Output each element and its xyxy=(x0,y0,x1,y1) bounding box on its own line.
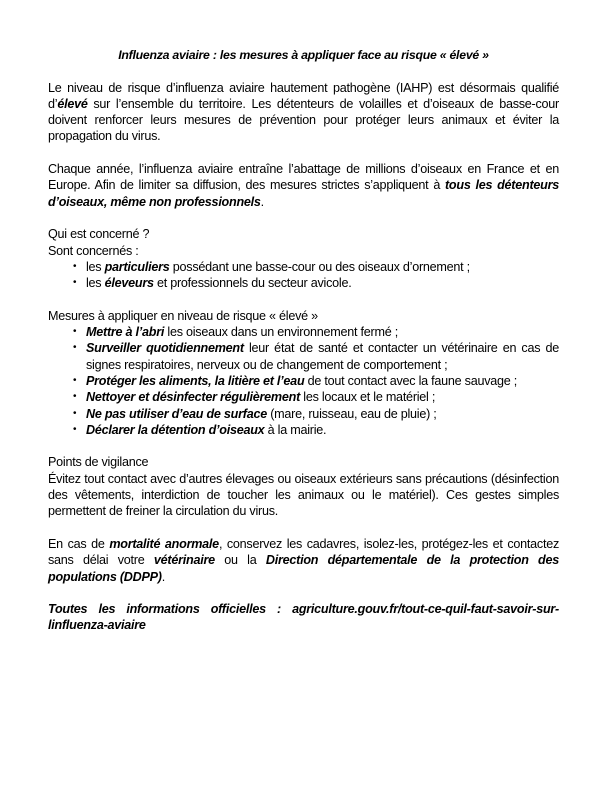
item-emphasis: particuliers xyxy=(104,259,170,274)
mortality-text-2: , conservez les cadavres, isolez-les, protégez-les et contactez sans délai votre xyxy=(48,536,559,568)
context-text-2: . xyxy=(260,194,264,209)
mortality-text-4: . xyxy=(161,569,165,584)
list-item xyxy=(86,373,559,389)
context-text-1: Chaque année, l’influenza aviaire entraîne l’abattage de millions d’oiseaux en France et en Europe. Afin de limiter sa diffusion, des mesures strictes s’appliquent à xyxy=(48,162,559,193)
concerned-list xyxy=(48,259,559,292)
vigilance-paragraph: Évitez tout contact avec d’autres élevages ou oiseaux extérieurs sans précautions (désinfection des vêtements, interdiction de toucher les animaux ou le matériel). Ces gestes simples permettent de freiner la circulation du virus. xyxy=(48,471,559,519)
document-title: Influenza aviaire : les mesures à appliquer face au risque « élevé » xyxy=(118,48,489,62)
mortality-emphasis-3: Direction départementale de la protection des populations (DDPP) xyxy=(48,553,559,584)
list-item xyxy=(86,275,559,291)
intro-text-1: Le niveau de risque d’influenza aviaire hautement pathogène (IAHP) est désormais qualifié d’ xyxy=(48,80,559,111)
intro-emphasis: élevé xyxy=(57,96,88,111)
item-post: et professionnels du secteur avicole. xyxy=(153,276,352,291)
context-emphasis: tous les détenteurs d’oiseaux, même non professionnels xyxy=(48,178,559,209)
footer-label: Toutes les informations officielles : xyxy=(48,602,293,617)
item-post: possédant une basse-cour ou des oiseaux d’ornement ; xyxy=(169,259,470,274)
list-item xyxy=(86,340,559,373)
item-post: leur état de santé et contacter un vétérinaire en cas de signes respiratoires, nerveux ou de changement de comportement ; xyxy=(86,341,559,372)
concerned-section xyxy=(48,226,559,291)
intro-paragraph xyxy=(48,80,559,145)
item-pre: les xyxy=(86,276,105,291)
item-post: les oiseaux dans un environnement fermé ; xyxy=(164,325,398,340)
item-post: (mare, ruisseau, eau de pluie) ; xyxy=(266,406,437,421)
footer-info xyxy=(48,601,559,634)
footer-link[interactable]: agriculture.gouv.fr/tout-ce-quil-faut-savoir-sur-linfluenza-aviaire xyxy=(48,602,559,633)
mortality-emphasis-2: vétérinaire xyxy=(153,553,215,568)
item-emphasis: Déclarer la détention d’oiseaux xyxy=(86,422,265,437)
mortality-text-3: ou la xyxy=(214,553,266,568)
mortality-paragraph xyxy=(48,536,559,585)
vigilance-heading: Points de vigilance xyxy=(48,455,149,470)
document-page xyxy=(48,47,559,650)
list-item xyxy=(86,422,559,438)
measures-list xyxy=(48,324,559,438)
item-emphasis: Nettoyer et désinfecter régulièrement xyxy=(86,390,301,405)
concerned-question: Qui est concerné ? xyxy=(48,227,150,242)
list-item xyxy=(86,406,559,422)
item-emphasis: éleveurs xyxy=(104,276,154,291)
list-item xyxy=(86,389,559,405)
item-post: de tout contact avec la faune sauvage ; xyxy=(304,373,518,388)
item-emphasis: Protéger les aliments, la litière et l’eau xyxy=(86,373,305,388)
context-paragraph xyxy=(48,161,559,210)
intro-text-2: sur l’ensemble du territoire. Les détenteurs de volailles et d’oiseaux de basse-cour doivent renforcer leurs mesures de prévention pour protéger leurs animaux et éviter la propagation du virus. xyxy=(48,96,559,144)
vigilance-section xyxy=(48,454,559,519)
list-item xyxy=(86,259,559,275)
list-item xyxy=(86,324,559,340)
mortality-text-1: En cas de xyxy=(48,536,110,551)
item-emphasis: Surveiller quotidiennement xyxy=(86,341,244,356)
mortality-emphasis-1: mortalité anormale xyxy=(109,536,219,551)
item-pre: les xyxy=(86,259,105,274)
measures-section xyxy=(48,308,559,438)
concerned-lead: Sont concernés : xyxy=(48,243,139,258)
item-emphasis: Ne pas utiliser d’eau de surface xyxy=(86,406,267,421)
item-post: à la mairie. xyxy=(264,422,327,437)
measures-heading: Mesures à appliquer en niveau de risque « élevé » xyxy=(48,308,318,323)
item-post: les locaux et le matériel ; xyxy=(300,390,436,405)
item-emphasis: Mettre à l’abri xyxy=(86,325,165,340)
